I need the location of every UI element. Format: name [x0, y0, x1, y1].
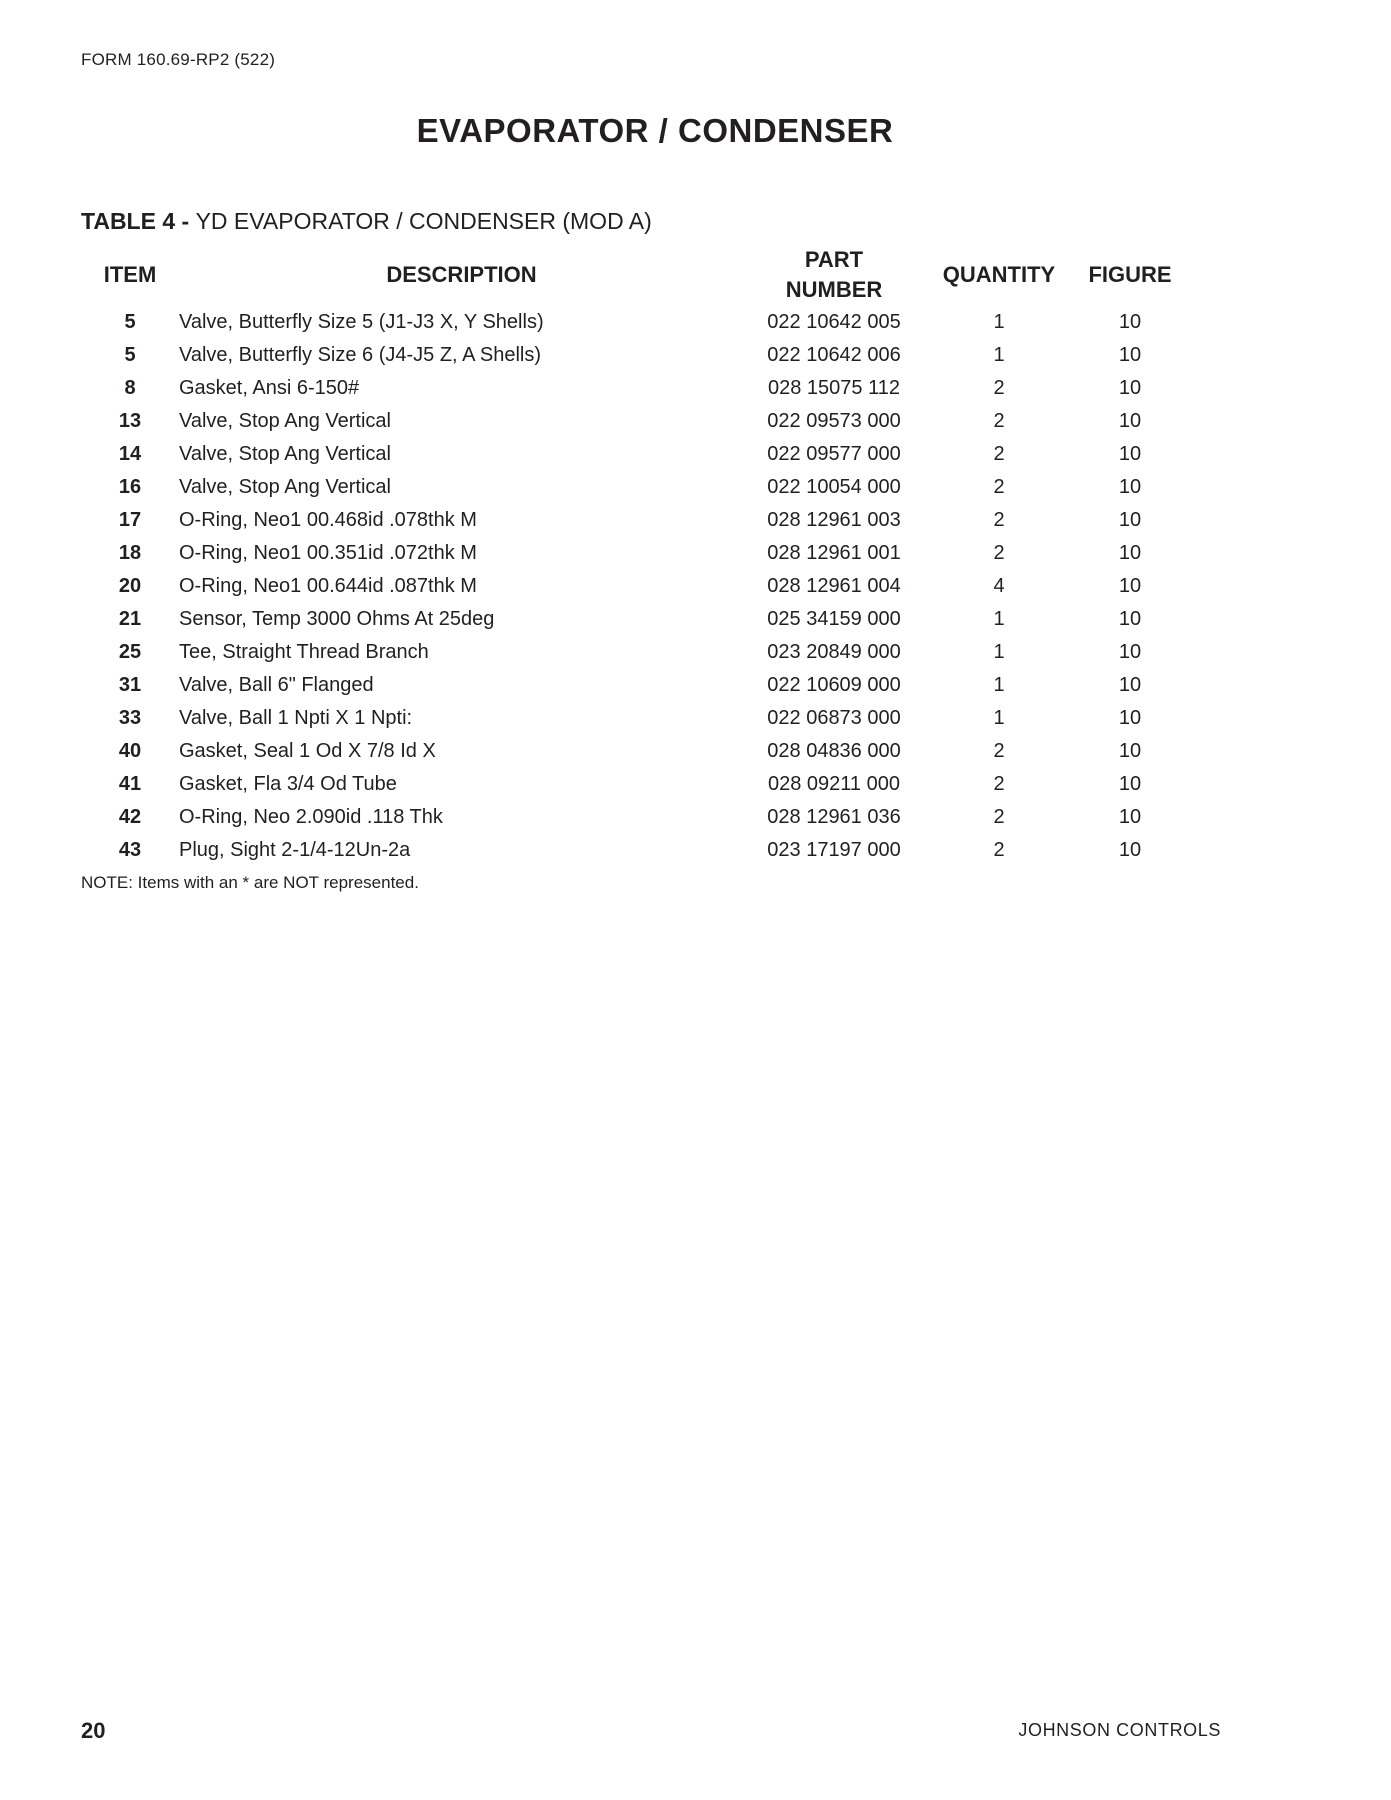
figure-cell: 10: [1118, 377, 1142, 399]
description-cell: O-Ring, Neo1 00.351id .072thk M: [179, 542, 477, 564]
figure-cell: 10: [1118, 509, 1142, 531]
part-number-cell: 028 15075 112: [768, 377, 900, 399]
part-number-cell: 022 10054 000: [767, 476, 901, 498]
table-row: [81, 537, 1186, 570]
part-number-cell: 028 12961 003: [767, 509, 901, 531]
quantity-cell: 4: [993, 575, 1005, 597]
figure-cell: 10: [1118, 443, 1142, 465]
item-cell: 13: [118, 410, 142, 432]
part-number-cell: 028 12961 036: [767, 806, 901, 828]
description-cell: O-Ring, Neo1 00.468id .078thk M: [179, 509, 477, 531]
table-row: [81, 504, 1186, 537]
description-cell: Valve, Stop Ang Vertical: [179, 443, 391, 465]
item-cell: 5: [124, 311, 136, 333]
table-row: [81, 636, 1186, 669]
part-number-cell: 022 09577 000: [767, 443, 901, 465]
quantity-cell: 1: [993, 707, 1005, 729]
description-cell: Sensor, Temp 3000 Ohms At 25deg: [179, 608, 495, 630]
part-number-cell: 023 17197 000: [767, 839, 901, 861]
description-cell: O-Ring, Neo 2.090id .118 Thk: [179, 806, 443, 828]
item-cell: 40: [118, 740, 142, 762]
item-cell: 8: [124, 377, 136, 399]
figure-cell: 10: [1118, 542, 1142, 564]
company-name: JOHNSON CONTROLS: [1018, 1720, 1221, 1740]
description-cell: Gasket, Ansi 6-150#: [179, 377, 360, 399]
table-note: NOTE: Items with an * are NOT represented.: [81, 873, 419, 892]
table-row: [81, 306, 1186, 339]
item-cell: 42: [118, 806, 142, 828]
quantity-cell: 2: [993, 509, 1005, 531]
table-row: [81, 471, 1186, 504]
figure-cell: 10: [1118, 806, 1142, 828]
part-number-cell: 028 12961 001: [767, 542, 901, 564]
part-number-cell: 022 09573 000: [767, 410, 901, 432]
table-row: [81, 801, 1186, 834]
quantity-cell: 2: [993, 542, 1005, 564]
item-cell: 21: [118, 608, 142, 630]
figure-cell: 10: [1118, 773, 1142, 795]
item-cell: 43: [118, 839, 142, 861]
table-caption-label: TABLE 4 -: [81, 208, 196, 234]
figure-cell: 10: [1118, 476, 1142, 498]
item-cell: 18: [118, 542, 142, 564]
quantity-cell: 2: [993, 773, 1005, 795]
table-row: [81, 405, 1186, 438]
part-number-cell: 025 34159 000: [767, 608, 901, 630]
item-cell: 17: [118, 509, 142, 531]
item-cell: 20: [118, 575, 142, 597]
parts-table: [81, 244, 1186, 867]
table-caption: [81, 208, 652, 235]
form-number: FORM 160.69-RP2 (522): [81, 50, 276, 69]
table-row: [81, 834, 1186, 867]
quantity-cell: 1: [993, 641, 1005, 663]
table-row: [81, 702, 1186, 735]
figure-cell: 10: [1118, 641, 1142, 663]
figure-cell: 10: [1118, 740, 1142, 762]
table-caption-text: YD EVAPORATOR / CONDENSER (MOD A): [195, 208, 652, 234]
table-row: [81, 768, 1186, 801]
quantity-cell: 2: [993, 410, 1005, 432]
part-number-cell: 028 04836 000: [767, 740, 901, 762]
column-header-quantity: QUANTITY: [942, 262, 1056, 287]
figure-cell: 10: [1118, 344, 1142, 366]
description-cell: Valve, Stop Ang Vertical: [179, 410, 391, 432]
quantity-cell: 2: [993, 740, 1005, 762]
column-header-description: DESCRIPTION: [386, 262, 537, 287]
parts-table-body: [81, 306, 1186, 867]
quantity-cell: 1: [993, 674, 1005, 696]
quantity-cell: 2: [993, 476, 1005, 498]
item-cell: 14: [118, 443, 142, 465]
quantity-cell: 2: [993, 806, 1005, 828]
quantity-cell: 1: [993, 608, 1005, 630]
description-cell: O-Ring, Neo1 00.644id .087thk M: [179, 575, 477, 597]
part-number-cell: 022 06873 000: [767, 707, 901, 729]
column-header-part-number-line1: PART: [804, 247, 864, 272]
part-number-cell: 028 09211 000: [768, 773, 900, 795]
quantity-cell: 1: [993, 311, 1005, 333]
column-header-part-number-line2: NUMBER: [785, 277, 883, 302]
quantity-cell: 2: [993, 839, 1005, 861]
part-number-cell: 022 10609 000: [767, 674, 901, 696]
figure-cell: 10: [1118, 839, 1142, 861]
item-cell: 31: [118, 674, 142, 696]
part-number-cell: 023 20849 000: [767, 641, 901, 663]
figure-cell: 10: [1118, 575, 1142, 597]
quantity-cell: 1: [993, 344, 1005, 366]
part-number-cell: 022 10642 005: [767, 311, 901, 333]
table-row: [81, 735, 1186, 768]
part-number-cell: 022 10642 006: [767, 344, 901, 366]
column-header-figure: FIGURE: [1088, 262, 1172, 287]
quantity-cell: 2: [993, 377, 1005, 399]
page-number: 20: [81, 1718, 106, 1743]
figure-cell: 10: [1118, 707, 1142, 729]
figure-cell: 10: [1118, 311, 1142, 333]
description-cell: Gasket, Seal 1 Od X 7/8 Id X: [179, 740, 436, 762]
table-row: [81, 372, 1186, 405]
item-cell: 41: [118, 773, 142, 795]
item-cell: 25: [118, 641, 142, 663]
part-number-cell: 028 12961 004: [767, 575, 901, 597]
description-cell: Valve, Stop Ang Vertical: [179, 476, 391, 498]
quantity-cell: 2: [993, 443, 1005, 465]
table-row: [81, 438, 1186, 471]
figure-cell: 10: [1118, 608, 1142, 630]
table-row: [81, 339, 1186, 372]
description-cell: Valve, Ball 1 Npti X 1 Npti:: [179, 707, 413, 729]
description-cell: Valve, Butterfly Size 6 (J4-J5 Z, A Shells): [179, 344, 541, 366]
column-header-part-number: [744, 244, 924, 306]
table-row: [81, 603, 1186, 636]
description-cell: Tee, Straight Thread Branch: [179, 641, 429, 663]
figure-cell: 10: [1118, 674, 1142, 696]
description-cell: Valve, Ball 6" Flanged: [179, 674, 374, 696]
table-row: [81, 669, 1186, 702]
item-cell: 33: [118, 707, 142, 729]
item-cell: 5: [124, 344, 136, 366]
description-cell: Plug, Sight 2-1/4-12Un-2a: [179, 839, 411, 861]
item-cell: 16: [118, 476, 142, 498]
column-header-item: ITEM: [103, 262, 157, 287]
table-header-row: [81, 244, 1186, 306]
page-title: EVAPORATOR / CONDENSER: [416, 112, 894, 149]
description-cell: Gasket, Fla 3/4 Od Tube: [179, 773, 397, 795]
table-row: [81, 570, 1186, 603]
figure-cell: 10: [1118, 410, 1142, 432]
description-cell: Valve, Butterfly Size 5 (J1-J3 X, Y Shells): [179, 311, 544, 333]
